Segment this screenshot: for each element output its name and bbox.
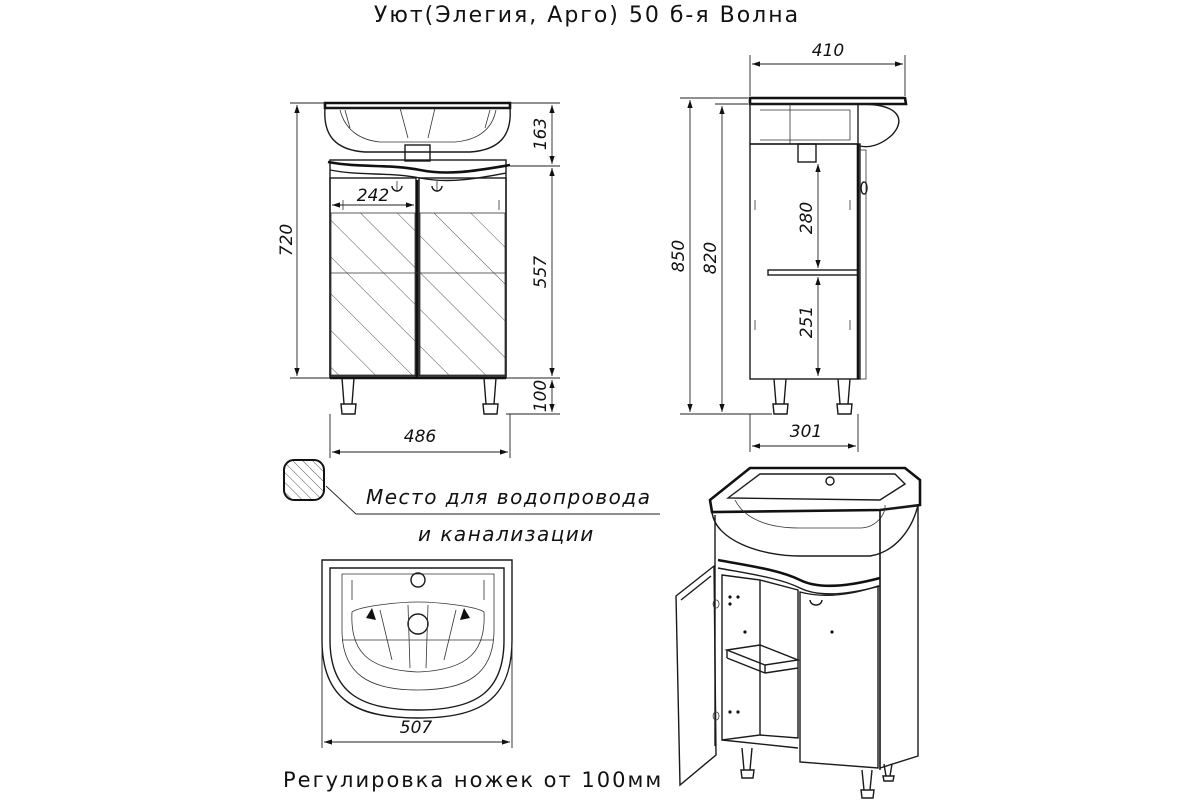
dim-width: 486 bbox=[403, 427, 437, 447]
door-handle-icon bbox=[810, 600, 822, 605]
legend-line2: и канализации bbox=[418, 522, 595, 546]
dim-sink-height: 163 bbox=[531, 117, 551, 151]
dim-total-height: 850 bbox=[669, 239, 689, 273]
leg-adjustment-note: Регулировка ножек от 100мм bbox=[283, 768, 664, 792]
side-view bbox=[669, 41, 906, 452]
legend-line1: Место для водопровода bbox=[366, 485, 652, 509]
top-view bbox=[322, 560, 512, 748]
dim-body-height: 720 bbox=[277, 223, 297, 257]
dim-depth-bottom: 301 bbox=[789, 422, 823, 442]
hatched-rounded-square-icon bbox=[284, 460, 324, 500]
drawing-title: Уют(Элегия, Арго) 50 б-я Волна bbox=[373, 3, 801, 28]
isometric-view bbox=[676, 468, 920, 798]
dim-sink-width: 507 bbox=[399, 718, 433, 738]
dim-leg-height: 100 bbox=[531, 379, 551, 413]
dim-upper-shelf: 280 bbox=[797, 201, 817, 235]
dim-depth-top: 410 bbox=[811, 41, 845, 61]
dim-body-height-side: 820 bbox=[701, 241, 721, 275]
dim-door-width: 242 bbox=[356, 186, 390, 206]
legend bbox=[284, 460, 660, 546]
front-view bbox=[277, 103, 560, 458]
dim-lower-shelf: 251 bbox=[797, 305, 817, 339]
dim-door-height: 557 bbox=[531, 255, 551, 289]
